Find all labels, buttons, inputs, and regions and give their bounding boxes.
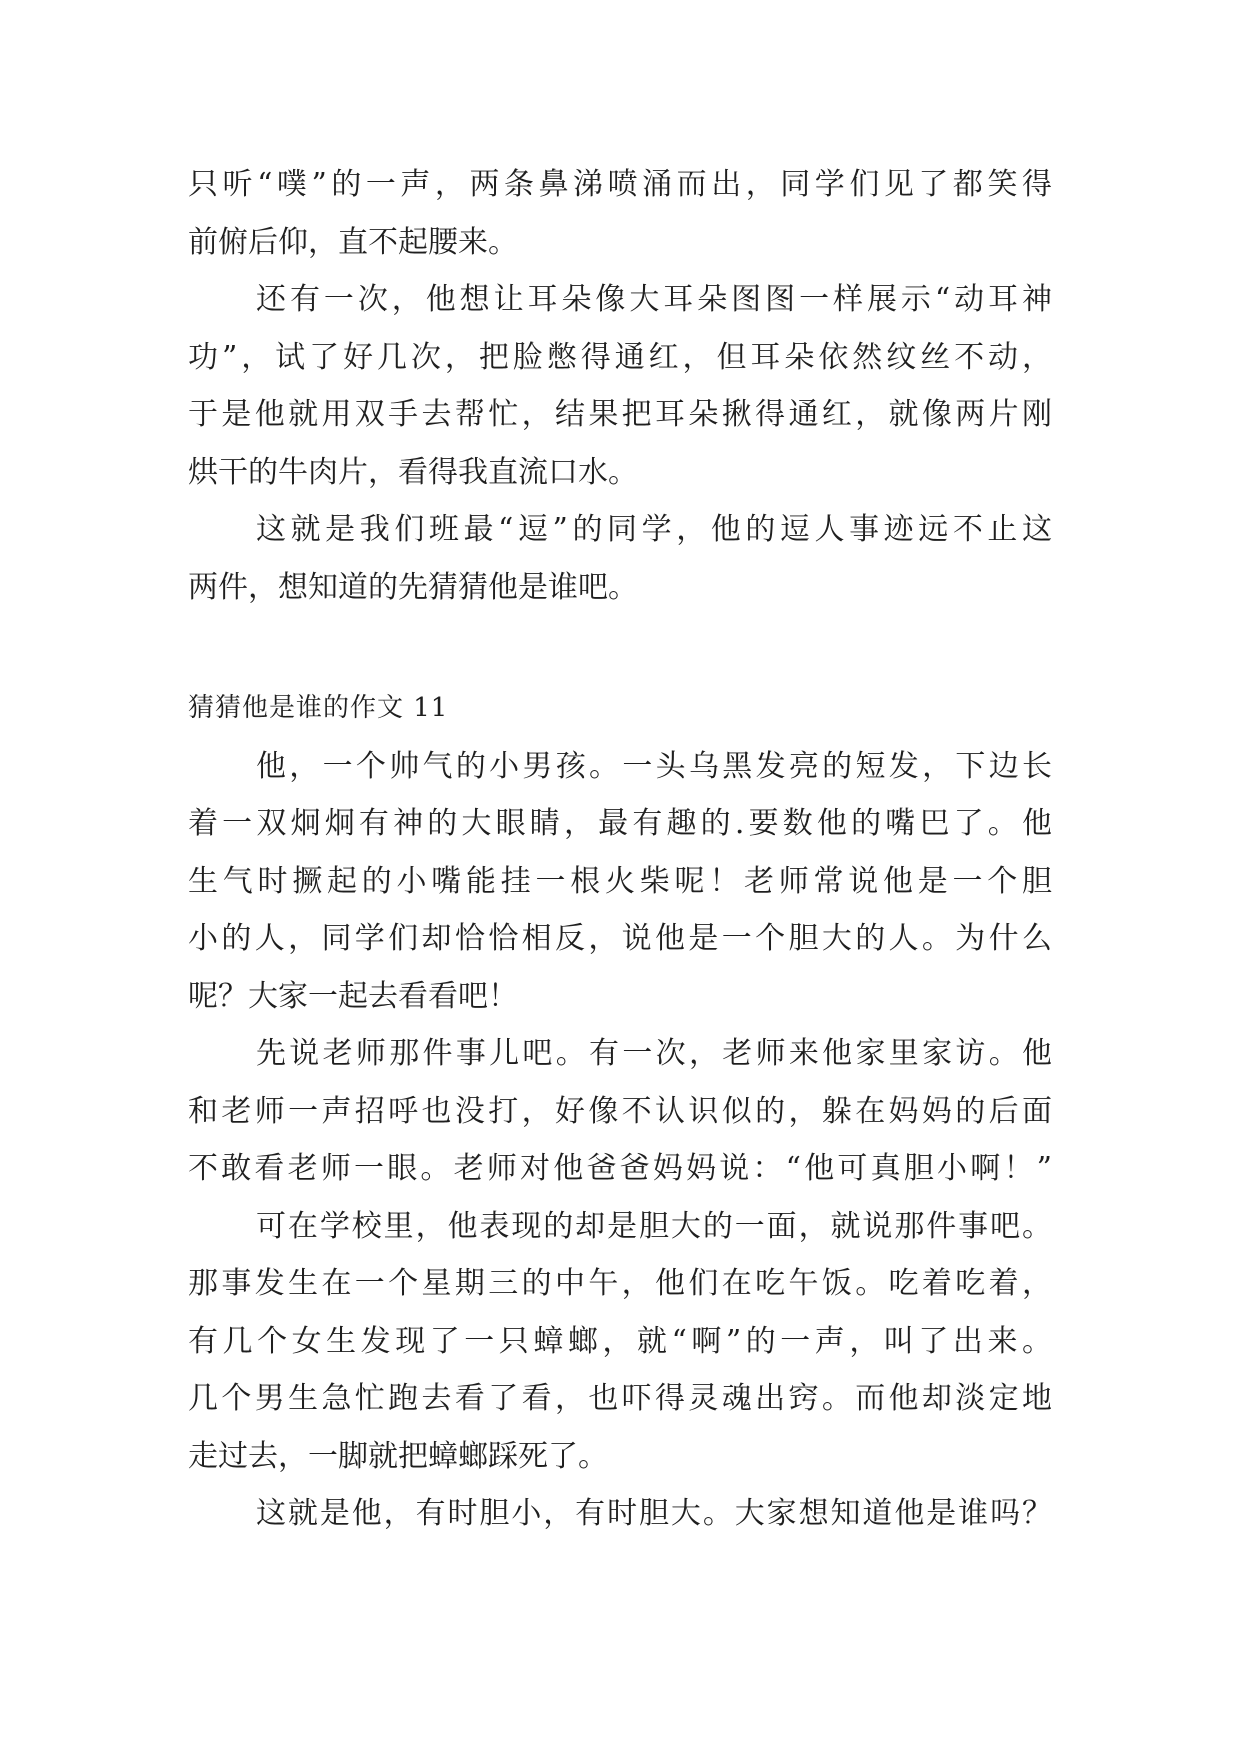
paragraph: [188, 1025, 1052, 1198]
text-line: 功”，试了好几次，把脸憋得通红，但耳朵依然纹丝不动，: [188, 339, 1052, 375]
text-line: 那事发生在一个星期三的中午，他们在吃午饭。吃着吃着，: [188, 1266, 1052, 1301]
text-line: 他，一个帅气的小男孩。一头乌黑发亮的短发，下边长: [256, 748, 1052, 784]
essay-title: 猜猜他是谁的作文 11: [188, 693, 449, 723]
text-line: 这就是他，有时胆小，有时胆大。大家想知道他是谁吗？: [256, 1496, 1052, 1531]
text-line: 可在学校里，他表现的却是胆大的一面，就说那件事吧。: [256, 1208, 1052, 1244]
text-line: 生气时撅起的小嘴能挂一根火柴呢！老师常说他是一个胆: [188, 863, 1052, 899]
text-line: 呢？大家一起去看看吧！: [188, 978, 518, 1014]
text-line: 不敢看老师一眼。老师对他爸爸妈妈说：“他可真胆小啊！”: [188, 1151, 1052, 1186]
text-line: 走过去，一脚就把蟑螂踩死了。: [188, 1438, 608, 1474]
text-line: 这就是我们班最“逗”的同学，他的逗人事迹远不止这: [256, 512, 1052, 547]
text-line: 有几个女生发现了一只蟑螂，就“啊”的一声，叫了出来。: [188, 1323, 1052, 1359]
text-line: 和老师一声招呼也没打，好像不认识似的，躲在妈妈的后面: [188, 1093, 1052, 1129]
text-line: 烘干的牛肉片，看得我直流口水。: [188, 454, 638, 490]
text-line: 只听“噗”的一声，两条鼻涕喷涌而出，同学们见了都笑得: [188, 167, 1052, 202]
text-line: 于是他就用双手去帮忙，结果把耳朵揪得通红，就像两片刚: [188, 397, 1052, 432]
text-line: 两件，想知道的先猜猜他是谁吧。: [188, 569, 638, 605]
paragraph: [188, 271, 1052, 501]
text-line: 前俯后仰，直不起腰来。: [188, 224, 518, 260]
text-line: 着一双炯炯有神的大眼睛，最有趣的.要数他的嘴巴了。他: [188, 806, 1052, 841]
text-line: 几个男生急忙跑去看了看，也吓得灵魂出窍。而他却淡定地: [188, 1381, 1052, 1416]
paragraph: [188, 156, 1052, 271]
paragraph: [188, 738, 1052, 1026]
paragraph: [188, 1198, 1052, 1486]
text-line: 先说老师那件事儿吧。有一次，老师来他家里家访。他: [256, 1036, 1052, 1071]
paragraph: [188, 1485, 1052, 1543]
text-line: 还有一次，他想让耳朵像大耳朵图图一样展示“动耳神: [256, 282, 1052, 317]
text-line: 小的人，同学们却恰恰相反，说他是一个胆大的人。为什么: [188, 921, 1052, 956]
paragraph: [188, 501, 1052, 616]
document-body: [188, 156, 1052, 1543]
